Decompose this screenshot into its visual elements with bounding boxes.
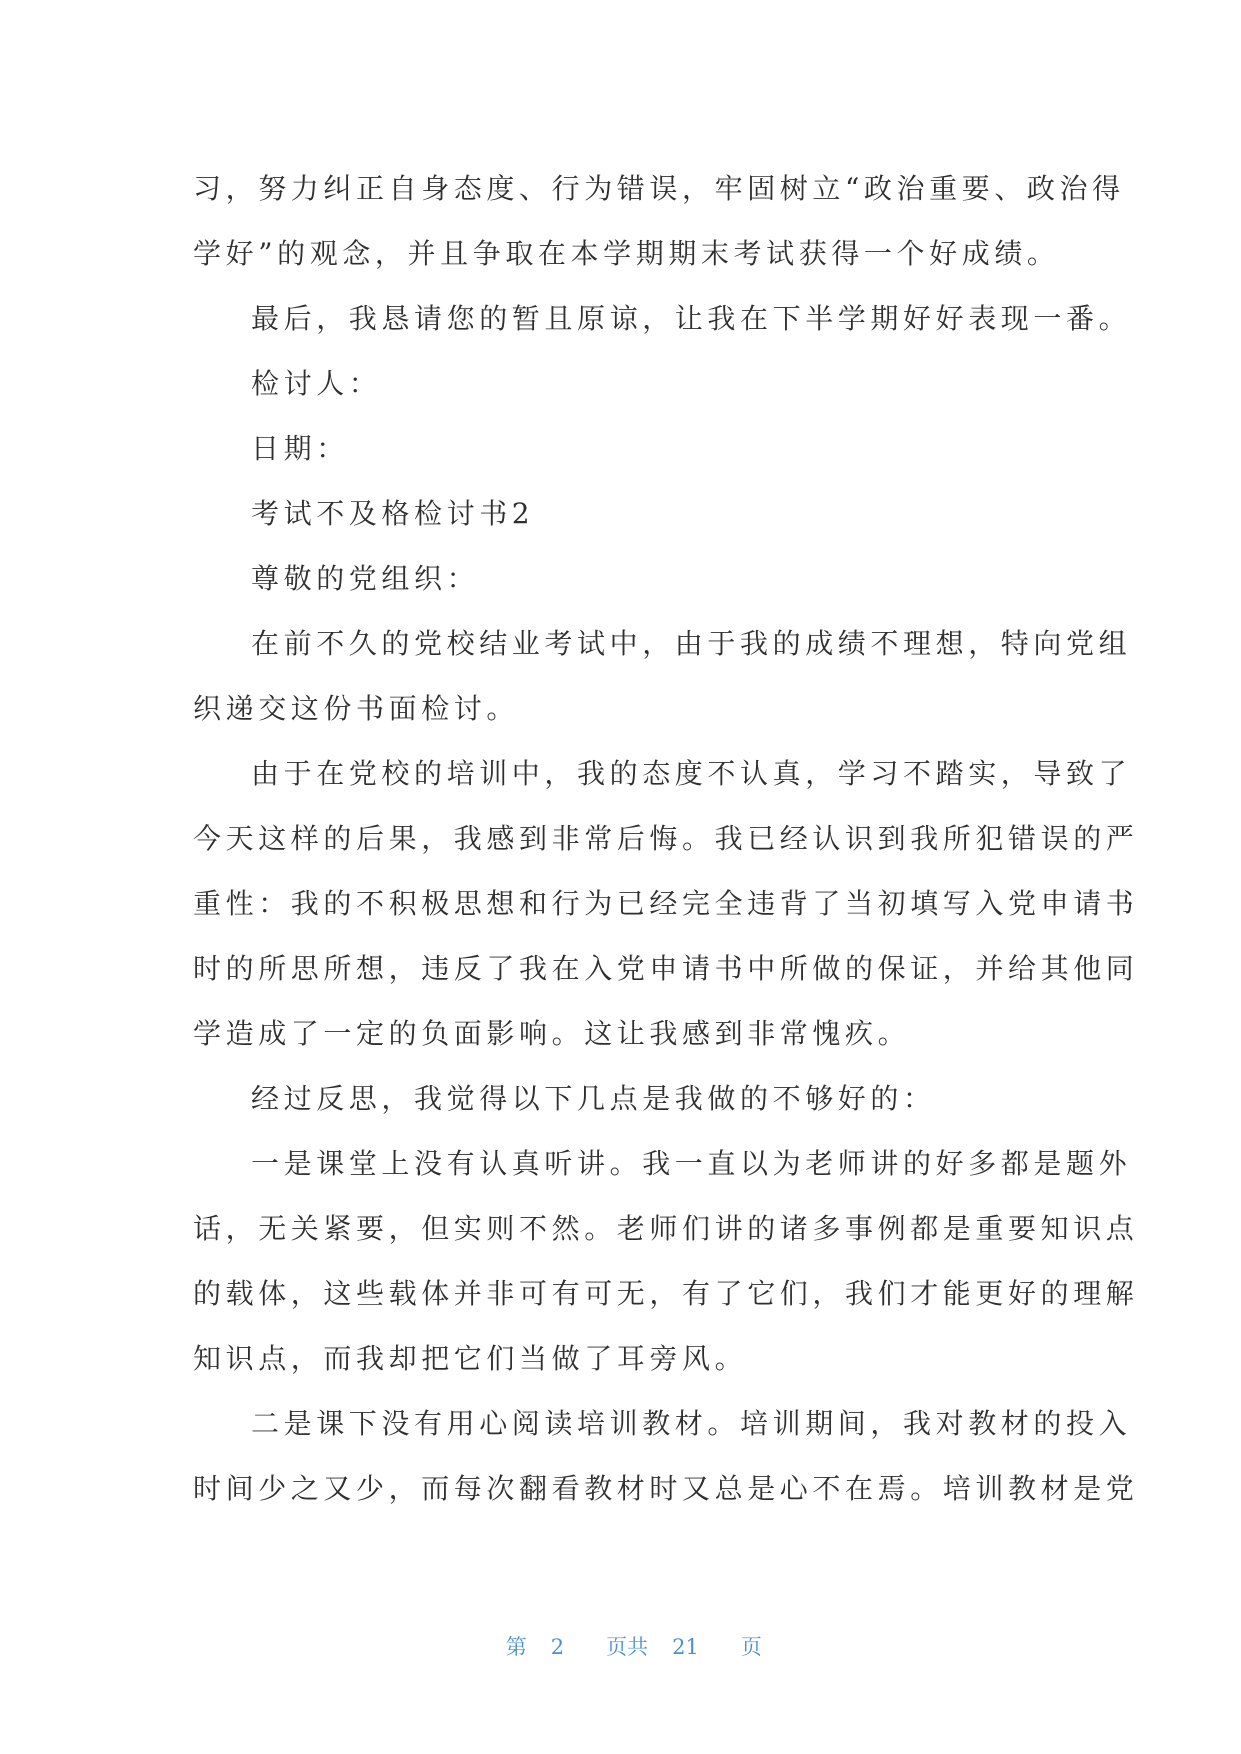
paragraph-line: 学好”的观念，并且争取在本学期期末考试获得一个好成绩。 <box>193 237 1060 270</box>
paragraph-line: 二是课下没有用心阅读培训教材。培训期间，我对教材的投入 <box>251 1407 1132 1440</box>
document-body <box>193 156 1139 1521</box>
paragraph-line: 重性：我的不积极思想和行为已经完全违背了当初填写入党申请书 <box>193 887 1139 920</box>
paragraph-line: 由于在党校的培训中，我的态度不认真，学习不踏实，导致了 <box>251 757 1132 790</box>
paragraph-line: 经过反思，我觉得以下几点是我做的不够好的： <box>251 1082 936 1115</box>
salutation: 尊敬的党组织： <box>251 562 480 595</box>
paragraph-line: 习，努力纠正自身态度、行为错误，牢固树立“政治重要、政治得 <box>193 172 1125 205</box>
paragraph-line: 学造成了一定的负面影响。这让我感到非常愧疚。 <box>193 1017 911 1050</box>
paragraph-line: 时的所思所想，违反了我在入党申请书中所做的保证，并给其他同 <box>193 952 1139 985</box>
paragraph-line: 一是课堂上没有认真听讲。我一直以为老师讲的好多都是题外 <box>251 1147 1132 1180</box>
total-page-count: 21 <box>672 1635 699 1659</box>
date-label: 日期： <box>251 432 349 465</box>
paragraph-line: 在前不久的党校结业考试中，由于我的成绩不理想，特向党组 <box>251 627 1132 660</box>
current-page-number: 2 <box>550 1635 565 1659</box>
footer-prefix: 第 <box>505 1635 527 1659</box>
paragraph-line: 的载体，这些载体并非可有可无，有了它们，我们才能更好的理解 <box>193 1277 1139 1310</box>
section-title: 考试不及格检讨书2 <box>251 497 535 530</box>
paragraph-line: 话，无关紧要，但实则不然。老师们讲的诸多事例都是重要知识点 <box>193 1212 1139 1245</box>
footer-middle: 页共 <box>606 1635 649 1659</box>
signature-label: 检讨人： <box>251 367 382 400</box>
footer-suffix: 页 <box>740 1635 762 1659</box>
page-footer <box>0 1607 1241 1685</box>
paragraph-line: 织递交这份书面检讨。 <box>193 692 520 725</box>
paragraph-line: 知识点，而我却把它们当做了耳旁风。 <box>193 1342 748 1375</box>
paragraph-line: 最后，我恳请您的暂且原谅，让我在下半学期好好表现一番。 <box>251 302 1132 335</box>
paragraph-line: 时间少之又少，而每次翻看教材时又总是心不在焉。培训教材是党 <box>193 1472 1139 1505</box>
paragraph-line: 今天这样的后果，我感到非常后悔。我已经认识到我所犯错误的严 <box>193 822 1139 855</box>
